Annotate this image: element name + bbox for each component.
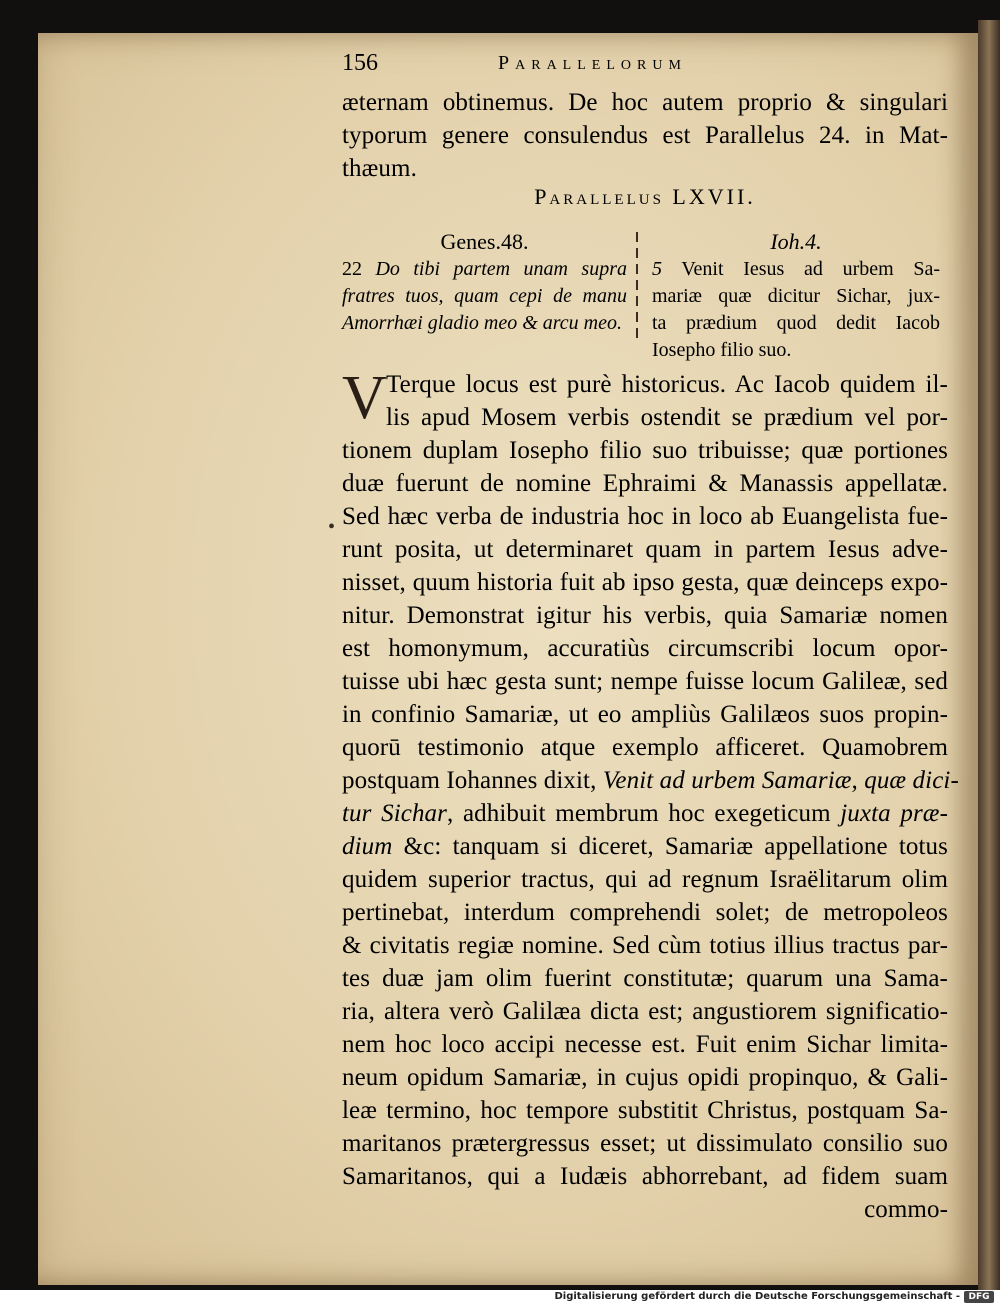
text-line: thæum.	[342, 155, 417, 182]
verse-line: 22 Do tibi partem unam supra	[342, 258, 627, 280]
text-line: ria, altera verò Galilæa dicta est; angustiorem significatio-	[342, 998, 948, 1025]
text-line: leæ termino, hoc tempore substitit Christus, postquam Sa-	[342, 1097, 948, 1124]
catchword: commo-	[864, 1196, 948, 1223]
running-header	[342, 50, 942, 80]
running-title: Parallelorum	[498, 52, 687, 74]
verse-line: ta prædium quod dedit Iacob	[652, 312, 940, 334]
book-edge	[978, 20, 1000, 1290]
text-line: neum opidum Samariæ, in cujus opidi propinquo, & Gali-	[342, 1064, 948, 1091]
dfg-logo: DFG	[964, 1291, 994, 1303]
text-line: nitur. Demonstrat igitur his verbis, quia Samariæ nomen	[342, 602, 948, 629]
verse-number: 5	[652, 258, 662, 280]
text-line: Sed hæc verba de industria hoc in loco ab Euangelista fue-	[342, 503, 948, 530]
drop-cap: V	[342, 364, 387, 432]
text-line: dium &c: tanquam si diceret, Samariæ appellatione totus	[342, 833, 948, 860]
text-line: tur Sichar, adhibuit membrum hoc exegeticum juxta præ-	[342, 800, 948, 827]
text-line: in confinio Samariæ, ut eo ampliùs Galilæos suos propin-	[342, 701, 948, 728]
text-line: quorū testimonio atque exemplo afficeret. Quamobrem	[342, 734, 948, 761]
body-first-lines	[386, 368, 948, 434]
text-line: nisset, quum historia fuit ab ipso gesta, quæ deinceps expo-	[342, 569, 948, 596]
john-reference: Ioh.4.	[770, 229, 822, 254]
verse-line: Iosepho filio suo.	[652, 339, 792, 361]
text-line: quidem superior tractus, qui ad regnum Israëlitarum olim	[342, 866, 948, 893]
text-line: tuisse ubi hæc gesta sunt; nempe fuisse locum Galileæ, sed	[342, 668, 948, 695]
text-line: Samaritanos, qui a Iudæis abhorrebant, ad fidem suam	[342, 1163, 948, 1190]
text-line: postquam Iohannes dixit, Venit ad urbem Samariæ, quæ dici-	[342, 767, 959, 794]
quoted-scripture: Venit ad urbem Samariæ, quæ dici-	[602, 767, 959, 794]
text-line: est homonymum, accuratiùs circumscribi locum opor-	[342, 635, 948, 662]
page-number: 156	[342, 50, 378, 76]
text-line: tes duæ jam olim fuerint constitutæ; quarum una Sama-	[342, 965, 948, 992]
body-paragraph	[342, 434, 959, 1226]
genesis-reference: Genes.48.	[440, 229, 529, 254]
text-line: nem hoc loco accipi necesse est. Fuit enim Sichar limita-	[342, 1031, 948, 1058]
verse-line: Amorrhæi gladio meo & arcu meo.	[342, 312, 622, 334]
quoted-scripture: tur Sichar	[342, 800, 447, 827]
verse-line: fratres tuos, quam cepi de manu	[342, 285, 627, 307]
column-divider	[636, 232, 638, 344]
text-line: lis apud Mosem verbis ostendit se prædium vel por-	[386, 404, 948, 431]
text-line: Terque locus est purè historicus. Ac Iacob quidem il-	[386, 371, 948, 398]
section-heading: Parallelus LXVII.	[534, 184, 756, 209]
footer-credit: Digitalisierung gefördert durch die Deutsche Forschungsgemeinschaft -	[554, 1291, 960, 1302]
verse-line: 5 Venit Iesus ad urbem Sa-	[652, 258, 941, 280]
text-line: æternam obtinemus. De hoc autem proprio & singulari	[342, 89, 948, 116]
text-line: runt posita, ut determinaret quam in partem Iesus adve-	[342, 536, 948, 563]
quoted-scripture: dium	[342, 833, 393, 860]
john-column	[652, 228, 940, 364]
genesis-column	[342, 228, 627, 337]
verse-line: mariæ quæ dicitur Sichar, jux-	[652, 285, 940, 307]
margin-mark: •	[328, 516, 336, 538]
quoted-scripture: juxta præ-	[840, 800, 948, 827]
text-line: maritanos prætergressus esset; ut dissimulato consilio suo	[342, 1130, 948, 1157]
intro-paragraph	[342, 86, 948, 185]
text-line: & civitatis regiæ nomine. Sed cùm totius illius tractus par-	[342, 932, 948, 959]
text-line: tionem duplam Iosepho filio suo tribuisse; quæ portiones	[342, 437, 948, 464]
text-line: duæ fuerunt de nomine Ephraimi & Manassis appellatæ.	[342, 470, 948, 497]
text-line: pertinebat, interdum comprehendi solet; de metropoleos	[342, 899, 948, 926]
verse-number: 22	[342, 258, 362, 280]
text-line: typorum genere consulendus est Parallelus 24. in Mat-	[342, 122, 948, 149]
